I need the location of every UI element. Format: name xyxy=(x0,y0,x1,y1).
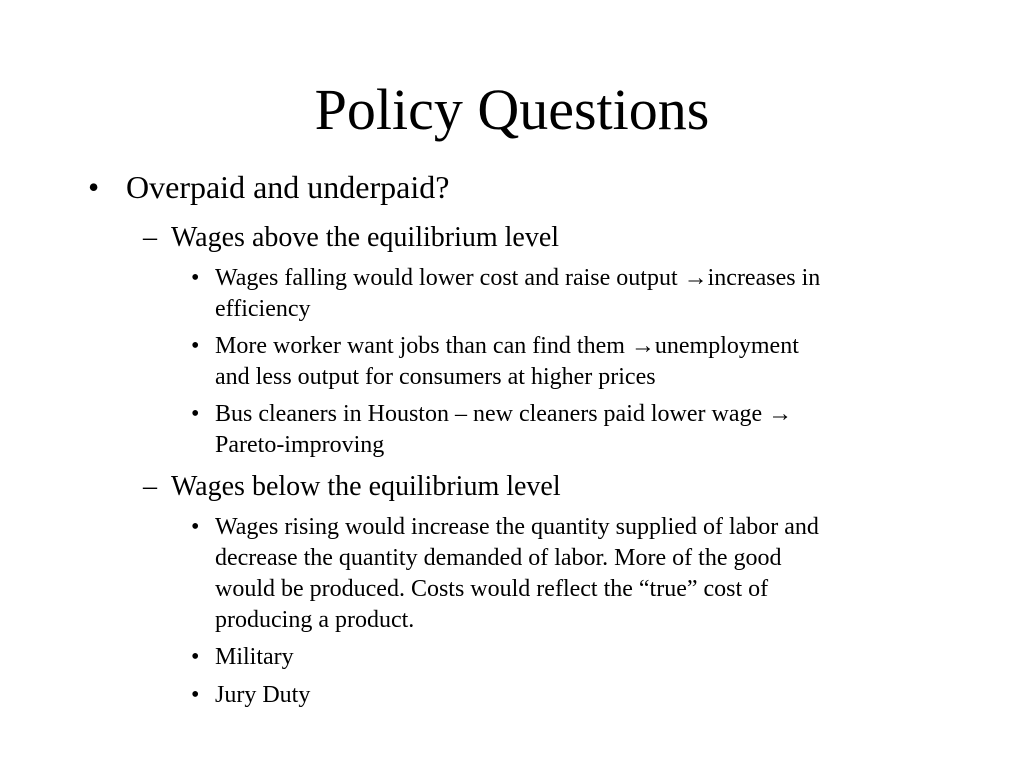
bullet-marker: • xyxy=(191,644,200,670)
item-text-line: decrease the quantity demanded of labor. More of the good xyxy=(215,545,782,571)
subbullet-text: Wages below the equilibrium level xyxy=(171,471,561,502)
item-text-line: Jury Duty xyxy=(215,682,311,708)
dash-marker: – xyxy=(143,222,157,253)
bullet-marker: • xyxy=(191,682,200,708)
item-text-line: More worker want jobs than can find them →unemployment xyxy=(215,333,799,359)
bullet-marker: • xyxy=(191,265,200,291)
item-text-line: Bus cleaners in Houston – new cleaners paid lower wage → xyxy=(215,401,793,427)
item-text-line: Military xyxy=(215,644,294,670)
bullet-marker: • xyxy=(191,333,200,359)
item-text-line: Wages falling would lower cost and raise output →increases in xyxy=(215,265,821,291)
bullet-marker: • xyxy=(88,169,100,205)
item-text-line: Wages rising would increase the quantity supplied of labor and xyxy=(215,514,819,540)
bullet-text: Overpaid and underpaid? xyxy=(126,169,450,205)
slide-title: Policy Questions xyxy=(314,77,710,142)
item-text-line: Pareto-improving xyxy=(215,432,385,458)
item-text-line: efficiency xyxy=(215,296,311,322)
subbullet-text: Wages above the equilibrium level xyxy=(171,222,560,253)
item-text-line: and less output for consumers at higher prices xyxy=(215,364,656,390)
dash-marker: – xyxy=(143,471,157,502)
bullet-marker: • xyxy=(191,401,200,427)
item-text-line: producing a product. xyxy=(215,607,415,633)
bullet-marker: • xyxy=(191,514,200,540)
item-text-line: would be produced. Costs would reflect the “true” cost of xyxy=(215,576,769,602)
